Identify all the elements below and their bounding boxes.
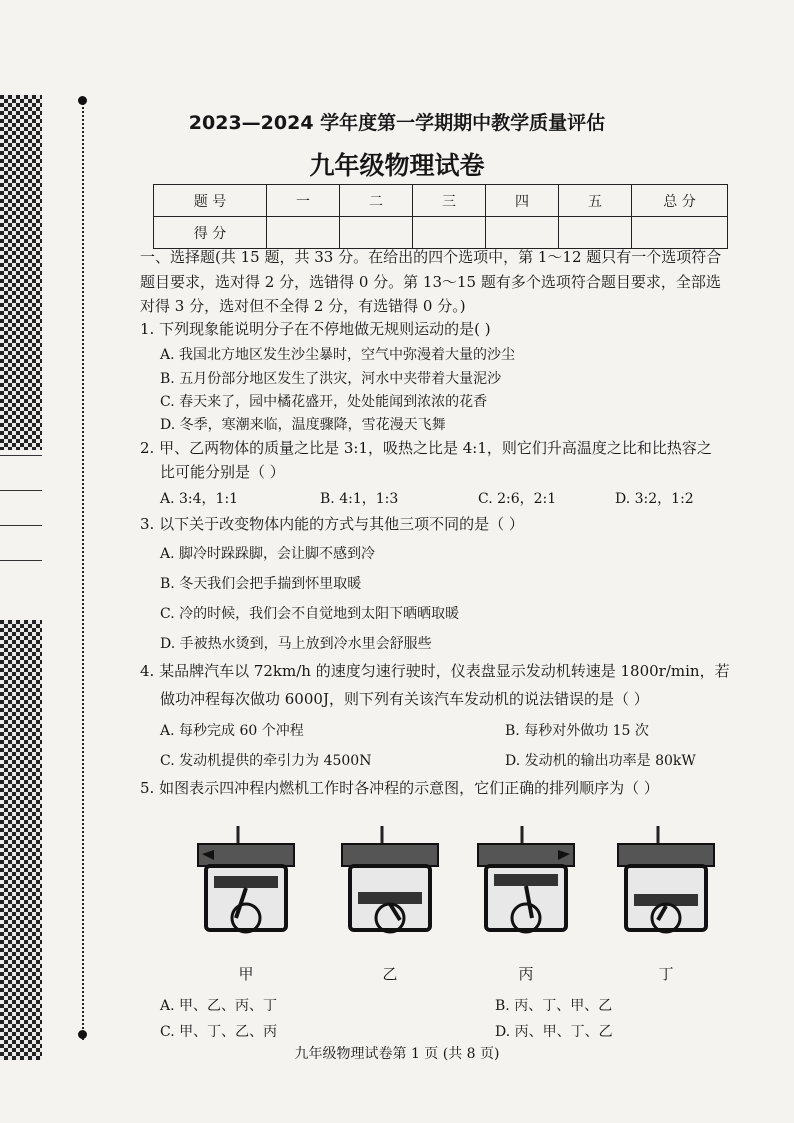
engine-diagram-yi — [336, 820, 444, 940]
score-table — [153, 184, 728, 249]
question-2-option-b[interactable]: B. 4:1，1:3 — [320, 491, 399, 507]
score-table-cell: 五 — [559, 185, 632, 217]
engine-diagram-jia — [192, 820, 300, 940]
paper-title: 九年级物理试卷 — [309, 151, 485, 180]
question-3-option-c[interactable]: C. 冷的时候，我们会不自觉地到太阳下晒晒取暖 — [160, 606, 460, 622]
binding-pattern-bottom — [0, 620, 42, 1060]
binding-dotted-line — [82, 100, 84, 1040]
question-1-option-c[interactable]: C. 春天来了，园中橘花盛开，处处能闻到浓浓的花香 — [160, 394, 488, 410]
engine-diagram-bing — [472, 820, 580, 940]
question-1-option-d[interactable]: D. 冬季，寒潮来临，温度骤降，雪花漫天飞舞 — [160, 417, 446, 433]
score-input-cell[interactable] — [413, 217, 486, 249]
question-4-option-b[interactable]: B. 每秒对外做功 15 次 — [505, 723, 649, 739]
score-table-cell: 总 分 — [632, 185, 728, 217]
question-2-option-d[interactable]: D. 3:2，1:2 — [615, 491, 694, 507]
question-4-stem: 4. 某品牌汽车以 72km/h 的速度匀速行驶时，仪表盘显示发动机转速是 1800r/min，若 — [140, 662, 730, 680]
score-input-cell[interactable] — [632, 217, 728, 249]
score-table-cell: 四 — [486, 185, 559, 217]
exam-title: 2023—2024 学年度第一学期期中教学质量评估 — [188, 112, 606, 134]
question-4-option-c[interactable]: C. 发动机提供的牵引力为 4500N — [160, 753, 372, 769]
question-3-stem: 3. 以下关于改变物体内能的方式与其他三项不同的是（ ） — [140, 515, 524, 533]
question-2-option-a[interactable]: A. 3:4，1:1 — [160, 491, 239, 507]
binding-line — [0, 560, 42, 561]
score-table-score-row — [154, 217, 728, 249]
binding-line — [0, 455, 42, 456]
question-1-option-b[interactable]: B. 五月份部分地区发生了洪灾，河水中夹带着大量泥沙 — [160, 371, 502, 387]
figure-label-bing: 丙 — [518, 965, 534, 983]
question-5-option-d[interactable]: D. 丙、甲、丁、乙 — [495, 1024, 613, 1040]
page-footer: 九年级物理试卷第 1 页 (共 8 页) — [294, 1046, 500, 1062]
binding-line — [0, 490, 42, 491]
question-5-stem: 5. 如图表示四冲程内燃机工作时各冲程的示意图，它们正确的排列顺序为（ ） — [140, 779, 659, 797]
question-5-option-b[interactable]: B. 丙、丁、甲、乙 — [495, 998, 613, 1014]
section-instruction: 题目要求，选对得 2 分，选错得 0 分。第 13～15 题有多个选项符合题目要求，全部选 — [140, 273, 721, 291]
question-3-option-d[interactable]: D. 手被热水烫到，马上放到冷水里会舒服些 — [160, 636, 432, 652]
score-table-cell: 得 分 — [154, 217, 267, 249]
question-5-option-c[interactable]: C. 甲、丁、乙、丙 — [160, 1024, 278, 1040]
score-table-cell: 一 — [267, 185, 340, 217]
question-3-option-a[interactable]: A. 脚冷时跺跺脚，会让脚不感到冷 — [160, 546, 376, 562]
section-instruction: 对得 3 分，选对但不全得 2 分，有选错得 0 分。) — [140, 297, 466, 315]
binding-line — [0, 525, 42, 526]
question-4-stem: 做功冲程每次做功 6000J，则下列有关该汽车发动机的说法错误的是（ ） — [160, 690, 649, 708]
figure-label-jia: 甲 — [238, 965, 254, 983]
engine-diagram-ding — [612, 820, 720, 940]
figure-label-yi: 乙 — [382, 965, 398, 983]
binding-hole — [78, 1030, 87, 1039]
figure-label-ding: 丁 — [658, 965, 674, 983]
section-instruction: 一、选择题(共 15 题，共 33 分。在给出的四个选项中，第 1～12 题只有一个选项符合 — [140, 248, 722, 266]
question-1-option-a[interactable]: A. 我国北方地区发生沙尘暴时，空气中弥漫着大量的沙尘 — [160, 347, 516, 363]
score-input-cell[interactable] — [340, 217, 413, 249]
binding-hole — [78, 96, 87, 105]
question-5-option-a[interactable]: A. 甲、乙、丙、丁 — [160, 998, 278, 1014]
score-table-header-row — [154, 185, 728, 217]
question-3-option-b[interactable]: B. 冬天我们会把手揣到怀里取暖 — [160, 576, 362, 592]
score-table-cell: 三 — [413, 185, 486, 217]
question-4-option-a[interactable]: A. 每秒完成 60 个冲程 — [160, 723, 304, 739]
score-table-cell: 二 — [340, 185, 413, 217]
question-1-stem: 1. 下列现象能说明分子在不停地做无规则运动的是( ) — [140, 320, 491, 338]
score-input-cell[interactable] — [559, 217, 632, 249]
question-2-option-c[interactable]: C. 2:6，2:1 — [478, 491, 557, 507]
score-table-cell: 题 号 — [154, 185, 267, 217]
question-4-option-d[interactable]: D. 发动机的输出功率是 80kW — [505, 753, 696, 769]
question-2-stem: 比可能分别是（ ） — [160, 463, 285, 481]
question-2-stem: 2. 甲、乙两物体的质量之比是 3:1，吸热之比是 4:1，则它们升高温度之比和比热容之 — [140, 439, 712, 457]
score-input-cell[interactable] — [267, 217, 340, 249]
score-input-cell[interactable] — [486, 217, 559, 249]
